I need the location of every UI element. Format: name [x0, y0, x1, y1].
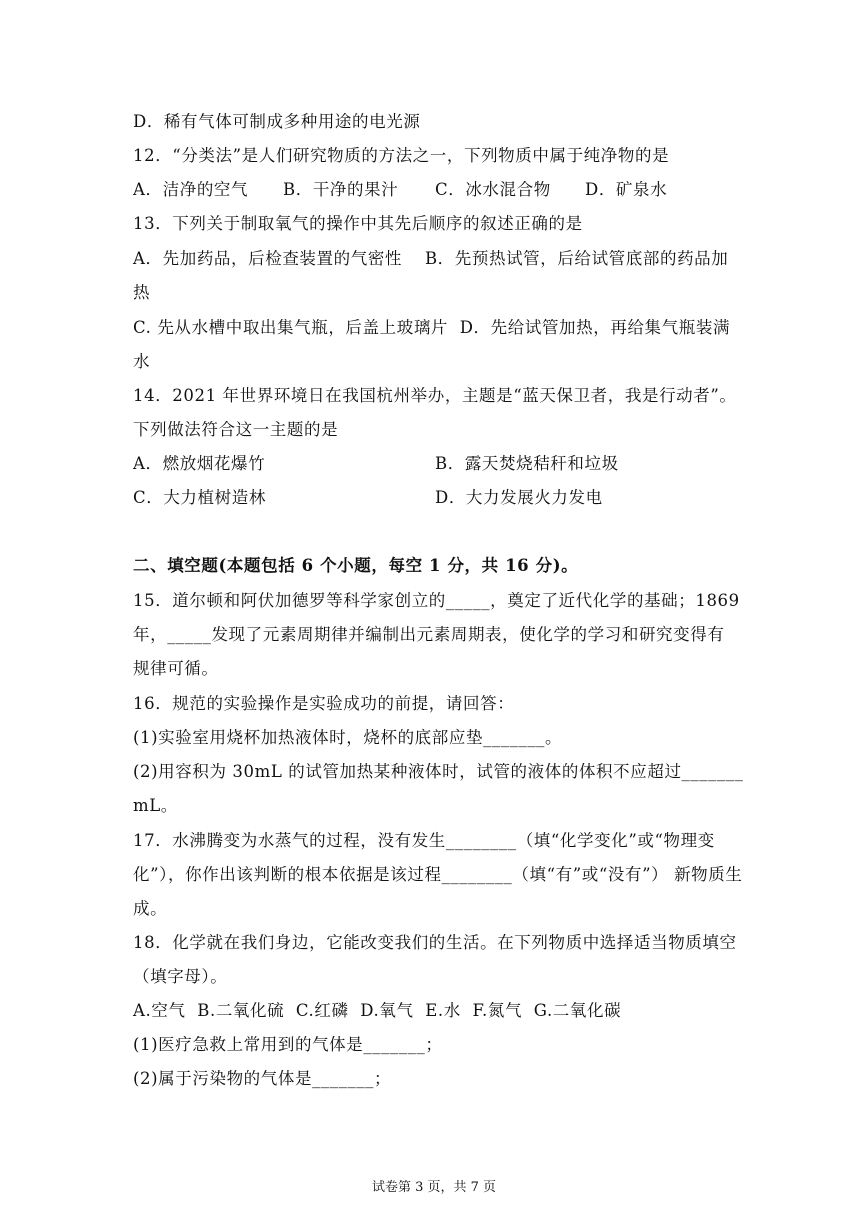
page-footer: 试卷第 3 页，共 7 页 [371, 1180, 497, 1195]
q14-option-d: D．大力发展火力发电 [435, 488, 603, 507]
q13-options-cd-cont: 水 [133, 352, 151, 371]
q15-line2: 年，_____发现了元素周期律并编制出元素周期表，使化学的学习和研究变得有 [133, 625, 725, 644]
q13-options-ab: A．先加药品，后检查装置的气密性 B．先预热试管，后给试管底部的药品加 [133, 249, 729, 268]
q14-stem-cont: 下列做法符合这一主题的是 [133, 420, 339, 439]
q12-option-c: C．冰水混合物 [435, 180, 551, 199]
q16-stem: 16．规范的实验操作是实验成功的前提，请回答： [133, 694, 515, 713]
q14-options-row1 [133, 454, 743, 474]
q15-line3: 规律可循。 [133, 659, 219, 678]
q17-line1: 17．水沸腾变为水蒸气的过程，没有发生________（填“化学变化”或“物理变 [133, 831, 715, 850]
q16-part2-cont: mL。 [133, 796, 178, 815]
q15-line1: 15．道尔顿和阿伏加德罗等科学家创立的_____，奠定了近代化学的基础；1869 [133, 591, 740, 610]
q12-stem: 12．“分类法”是人们研究物质的方法之一，下列物质中属于纯净物的是 [133, 146, 670, 165]
q16-part2: (2)用容积为 30mL 的试管加热某种液体时，试管的液体的体积不应超过_______ [133, 762, 744, 781]
q18-part2: (2)属于污染物的气体是_______； [133, 1069, 392, 1088]
section-heading-fill-in: 二、填空题(本题包括 6 个小题，每空 1 分，共 16 分)。 [133, 556, 579, 575]
q14-option-c: C．大力植树造林 [133, 488, 266, 507]
q18-stem: 18．化学就在我们身边，它能改变我们的生活。在下列物质中选择适当物质填空 [133, 933, 737, 952]
q14-stem: 14．2021 年世界环境日在我国杭州举办，主题是“蓝天保卫者，我是行动者”。 [133, 386, 737, 405]
q12-option-b: B．干净的果汁 [283, 180, 399, 199]
q11-option-d: D．稀有气体可制成多种用途的电光源 [133, 112, 421, 131]
q14-options-row2 [133, 488, 743, 508]
q18-part1: (1)医疗急救上常用到的气体是_______； [133, 1035, 443, 1054]
q16-part1: (1)实验室用烧杯加热液体时，烧杯的底部应垫_______。 [133, 728, 563, 747]
q12-options [133, 180, 743, 200]
q17-line2: 化”），你作出该判断的根本依据是该过程________（填“有”或“没有”） 新物质生 [133, 865, 743, 884]
q12-option-d: D．矿泉水 [585, 180, 668, 199]
q13-options-cd: C. 先从水槽中取出集气瓶，后盖上玻璃片 D．先给试管加热，再给集气瓶装满 [133, 318, 731, 337]
q13-options-ab-cont: 热 [133, 283, 151, 302]
q17-line3: 成。 [133, 899, 168, 918]
q14-option-a: A．燃放烟花爆竹 [133, 454, 266, 473]
q13-stem: 13．下列关于制取氧气的操作中其先后顺序的叙述正确的是 [133, 214, 583, 233]
q14-option-b: B．露天焚烧秸秆和垃圾 [435, 454, 619, 473]
q12-option-a: A．洁净的空气 [133, 180, 249, 199]
q18-stem-cont: （填字母）。 [133, 967, 228, 986]
q18-choices: A.空气 B.二氧化硫 C.红磷 D.氧气 E.水 F.氮气 G.二氧化碳 [133, 1001, 622, 1020]
